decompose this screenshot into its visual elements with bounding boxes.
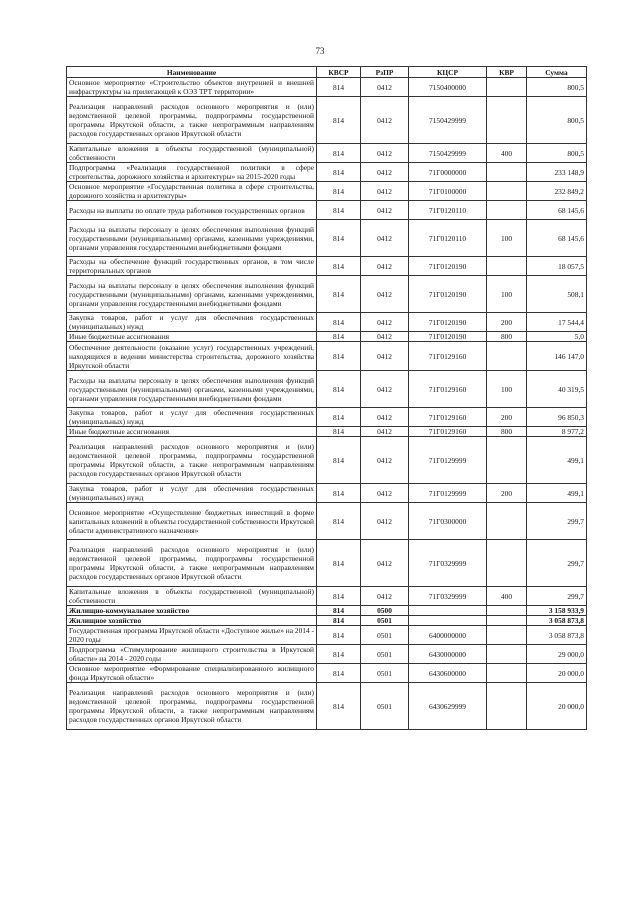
table-row (67, 616, 587, 626)
row-name: Подпрограмма «Реализация государственной политики в сфере строительства, дорожного хозяйства и архитектуры» на 2015-2020 годы (67, 163, 317, 182)
row-rzpr: 0412 (361, 182, 409, 201)
row-sum: 18 057,5 (527, 257, 587, 276)
row-kvsr: 814 (317, 484, 361, 503)
row-name: Закупка товаров, работ и услуг для обеспечения государственных (муниципальных) нужд (67, 313, 317, 332)
row-kvr (487, 540, 527, 587)
row-sum: 499,1 (527, 437, 587, 484)
row-kvr (487, 616, 527, 626)
row-rzpr: 0412 (361, 163, 409, 182)
row-kvr (487, 163, 527, 182)
col-header-sum: Сумма (527, 67, 587, 78)
row-kvsr: 814 (317, 78, 361, 97)
table-row (67, 220, 587, 257)
table-header-row (67, 67, 587, 78)
table-row (67, 313, 587, 332)
row-kvsr: 814 (317, 182, 361, 201)
row-kvsr: 814 (317, 342, 361, 371)
row-kvr (487, 645, 527, 664)
row-kvsr: 814 (317, 313, 361, 332)
row-name: Жилищное хозяйство (67, 616, 317, 626)
row-kcsr: 71Г0129160 (409, 371, 487, 408)
row-kvr: 100 (487, 220, 527, 257)
row-kvsr: 814 (317, 645, 361, 664)
row-kcsr (409, 616, 487, 626)
row-rzpr: 0501 (361, 664, 409, 683)
row-rzpr: 0500 (361, 606, 409, 616)
row-kvsr: 814 (317, 220, 361, 257)
row-kcsr: 71Г0129160 (409, 427, 487, 437)
table-row (67, 332, 587, 342)
row-kcsr: 7150400000 (409, 78, 487, 97)
row-kcsr: 71Г0000000 (409, 163, 487, 182)
row-rzpr: 0412 (361, 342, 409, 371)
row-rzpr: 0412 (361, 97, 409, 144)
row-rzpr: 0412 (361, 437, 409, 484)
row-kvsr: 814 (317, 683, 361, 730)
row-sum: 233 148,9 (527, 163, 587, 182)
table-row (67, 683, 587, 730)
row-kvsr: 814 (317, 616, 361, 626)
row-rzpr: 0501 (361, 645, 409, 664)
row-kvr (487, 182, 527, 201)
row-name: Реализация направлений расходов основного мероприятия и (или) ведомственной целевой программы, подпрограммы государственной программы Иркутской области, а также непрограммным направлениям расходов государственных органов Иркутской области (67, 97, 317, 144)
row-kvsr: 814 (317, 257, 361, 276)
row-rzpr: 0412 (361, 220, 409, 257)
row-name: Основное мероприятие «Осуществление бюджетных инвестиций в форме капитальных вложений в объекты государственной собственности Иркутской области административного назначения» (67, 503, 317, 540)
row-kcsr: 71Г0300000 (409, 503, 487, 540)
row-sum: 20 000,0 (527, 683, 587, 730)
row-kvsr: 814 (317, 201, 361, 220)
row-kvsr: 814 (317, 144, 361, 163)
row-sum: 5,0 (527, 332, 587, 342)
row-name: Обеспечение деятельности (оказание услуг) государственных учреждений, находящихся в ведении министерства строительства, дорожного хозяйства Иркутской области (67, 342, 317, 371)
row-kcsr: 7150429999 (409, 97, 487, 144)
table-row (67, 626, 587, 645)
table-row (67, 257, 587, 276)
row-kcsr: 71Г0120110 (409, 201, 487, 220)
row-kcsr: 6400000000 (409, 626, 487, 645)
row-rzpr: 0501 (361, 626, 409, 645)
row-sum: 68 145,6 (527, 220, 587, 257)
row-kcsr: 71Г0120190 (409, 332, 487, 342)
row-sum: 3 058 873,8 (527, 626, 587, 645)
col-header-name: Наименование (67, 67, 317, 78)
row-kcsr: 71Г0129160 (409, 408, 487, 427)
row-rzpr: 0412 (361, 257, 409, 276)
row-kvsr: 814 (317, 276, 361, 313)
row-kcsr: 71Г0129999 (409, 437, 487, 484)
table-row (67, 97, 587, 144)
table-row (67, 606, 587, 616)
row-kvr: 100 (487, 371, 527, 408)
row-kvsr: 814 (317, 97, 361, 144)
row-sum: 96 850,3 (527, 408, 587, 427)
table-row (67, 182, 587, 201)
table-row (67, 163, 587, 182)
row-rzpr: 0412 (361, 587, 409, 606)
col-header-kvsr: КВСР (317, 67, 361, 78)
row-name: Расходы на выплаты персоналу в целях обеспечения выполнения функций государственными (муниципальными) органами, казенными учреждениями, органами управления государственными внебюджетными фондами (67, 220, 317, 257)
row-sum: 499,1 (527, 484, 587, 503)
row-kvsr: 814 (317, 163, 361, 182)
row-kcsr: 71Г0120110 (409, 220, 487, 257)
row-kvr (487, 257, 527, 276)
row-name: Основное мероприятие «Государственная политика в сфере строительства, дорожного хозяйства и архитектуры» (67, 182, 317, 201)
row-kvr (487, 664, 527, 683)
row-kvr: 400 (487, 144, 527, 163)
row-kvr: 800 (487, 332, 527, 342)
table-row (67, 276, 587, 313)
row-kvr: 100 (487, 276, 527, 313)
row-kcsr: 7150429999 (409, 144, 487, 163)
table-row (67, 408, 587, 427)
row-kcsr: 71Г0329999 (409, 540, 487, 587)
row-rzpr: 0501 (361, 683, 409, 730)
row-rzpr: 0412 (361, 540, 409, 587)
row-sum: 299,7 (527, 540, 587, 587)
row-sum: 508,1 (527, 276, 587, 313)
row-name: Закупка товаров, работ и услуг для обеспечения государственных (муниципальных) нужд (67, 484, 317, 503)
row-sum: 800,5 (527, 144, 587, 163)
table-body (67, 78, 587, 730)
row-kvsr: 814 (317, 664, 361, 683)
table-row (67, 664, 587, 683)
row-kvr (487, 97, 527, 144)
row-kvr (487, 606, 527, 616)
table-row (67, 645, 587, 664)
row-name: Расходы на обеспечение функций государственных органов, в том числе территориальных органов (67, 257, 317, 276)
row-kcsr: 71Г0329999 (409, 587, 487, 606)
row-name: Иные бюджетные ассигнования (67, 332, 317, 342)
row-kvsr: 814 (317, 427, 361, 437)
table-row (67, 144, 587, 163)
table-row (67, 78, 587, 97)
row-name: Жилищно-коммунальное хозяйство (67, 606, 317, 616)
row-sum: 232 849,2 (527, 182, 587, 201)
row-kvsr: 814 (317, 371, 361, 408)
row-kvsr: 814 (317, 606, 361, 616)
row-sum: 299,7 (527, 503, 587, 540)
budget-table (66, 66, 587, 730)
row-sum: 299,7 (527, 587, 587, 606)
row-name: Реализация направлений расходов основного мероприятия и (или) ведомственной целевой программы, подпрограммы государственной программы Иркутской области, а также непрограммным направлениям расходов государственных органов Иркутской области (67, 683, 317, 730)
row-name: Государственная программа Иркутской области «Доступное жилье» на 2014 - 2020 годы (67, 626, 317, 645)
row-sum: 800,5 (527, 78, 587, 97)
row-kcsr (409, 606, 487, 616)
row-kvr (487, 437, 527, 484)
row-name: Закупка товаров, работ и услуг для обеспечения государственных (муниципальных) нужд (67, 408, 317, 427)
row-kvr: 400 (487, 587, 527, 606)
row-kvr: 200 (487, 484, 527, 503)
row-kvsr: 814 (317, 626, 361, 645)
table-row (67, 437, 587, 484)
row-name: Основное мероприятие «Строительство объектов внутренней и внешней инфраструктуры на прилегающей к ОЭЗ ТРТ территории» (67, 78, 317, 97)
row-rzpr: 0412 (361, 313, 409, 332)
row-kvr (487, 78, 527, 97)
row-kcsr: 6430600000 (409, 664, 487, 683)
col-header-kcsr: КЦСР (409, 67, 487, 78)
row-kcsr: 71Г0120190 (409, 257, 487, 276)
row-kcsr: 6430000000 (409, 645, 487, 664)
row-rzpr: 0412 (361, 371, 409, 408)
row-sum: 3 058 873,8 (527, 616, 587, 626)
row-name: Расходы на выплаты по оплате труда работников государственных органов (67, 201, 317, 220)
row-kvr (487, 201, 527, 220)
row-name: Расходы на выплаты персоналу в целях обеспечения выполнения функций государственными (муниципальными) органами, казенными учреждениями, органами управления государственными внебюджетными фондами (67, 371, 317, 408)
row-kvr (487, 503, 527, 540)
table-row (67, 342, 587, 371)
row-kvr (487, 683, 527, 730)
row-kcsr: 71Г0129160 (409, 342, 487, 371)
row-rzpr: 0412 (361, 503, 409, 540)
row-name: Подпрограмма «Стимулирование жилищного строительства в Иркутской области» на 2014 - 2020 годы (67, 645, 317, 664)
col-header-rzpr: РзПР (361, 67, 409, 78)
row-kvr: 800 (487, 427, 527, 437)
row-kvsr: 814 (317, 587, 361, 606)
row-rzpr: 0412 (361, 276, 409, 313)
row-sum: 800,5 (527, 97, 587, 144)
table-row (67, 540, 587, 587)
table-row (67, 427, 587, 437)
page-number: 73 (315, 46, 325, 56)
row-kcsr: 71Г0129999 (409, 484, 487, 503)
row-kvr: 200 (487, 408, 527, 427)
table-row (67, 503, 587, 540)
row-kvr (487, 626, 527, 645)
row-name: Расходы на выплаты персоналу в целях обеспечения выполнения функций государственными (муниципальными) органами, казенными учреждениями, органами управления государственными внебюджетными фондами (67, 276, 317, 313)
row-name: Реализация направлений расходов основного мероприятия и (или) ведомственной целевой программы, подпрограммы государственной программы Иркутской области, а также непрограммным направлениям расходов государственных органов Иркутской области (67, 540, 317, 587)
row-rzpr: 0501 (361, 616, 409, 626)
row-rzpr: 0412 (361, 332, 409, 342)
row-name: Иные бюджетные ассигнования (67, 427, 317, 437)
row-kcsr: 71Г0120190 (409, 276, 487, 313)
row-sum: 3 158 933,9 (527, 606, 587, 616)
row-sum: 29 000,0 (527, 645, 587, 664)
row-rzpr: 0412 (361, 78, 409, 97)
row-kvr: 200 (487, 313, 527, 332)
table-row (67, 371, 587, 408)
row-sum: 17 544,4 (527, 313, 587, 332)
row-sum: 68 145,6 (527, 201, 587, 220)
row-name: Основное мероприятие «Формирование специализированного жилищного фонда Иркутской области» (67, 664, 317, 683)
row-sum: 20 000,0 (527, 664, 587, 683)
row-sum: 146 147,0 (527, 342, 587, 371)
row-kvsr: 814 (317, 437, 361, 484)
row-kvr (487, 342, 527, 371)
row-sum: 40 319,5 (527, 371, 587, 408)
row-kvsr: 814 (317, 540, 361, 587)
table-row (67, 484, 587, 503)
row-name: Реализация направлений расходов основного мероприятия и (или) ведомственной целевой программы, подпрограммы государственной программы Иркутской области, а также непрограммным направлениям расходов государственных органов Иркутской области (67, 437, 317, 484)
row-kcsr: 71Г0100000 (409, 182, 487, 201)
row-kcsr: 6430629999 (409, 683, 487, 730)
row-name: Капитальные вложения в объекты государственной (муниципальной) собственности (67, 587, 317, 606)
row-kcsr: 71Г0120190 (409, 313, 487, 332)
row-kvsr: 814 (317, 408, 361, 427)
row-rzpr: 0412 (361, 427, 409, 437)
row-sum: 8 977,2 (527, 427, 587, 437)
table-row (67, 587, 587, 606)
row-rzpr: 0412 (361, 484, 409, 503)
row-kvsr: 814 (317, 503, 361, 540)
row-name: Капитальные вложения в объекты государственной (муниципальной) собственности (67, 144, 317, 163)
table-row (67, 201, 587, 220)
row-rzpr: 0412 (361, 201, 409, 220)
row-kvsr: 814 (317, 332, 361, 342)
row-rzpr: 0412 (361, 144, 409, 163)
row-rzpr: 0412 (361, 408, 409, 427)
col-header-kvr: КВР (487, 67, 527, 78)
